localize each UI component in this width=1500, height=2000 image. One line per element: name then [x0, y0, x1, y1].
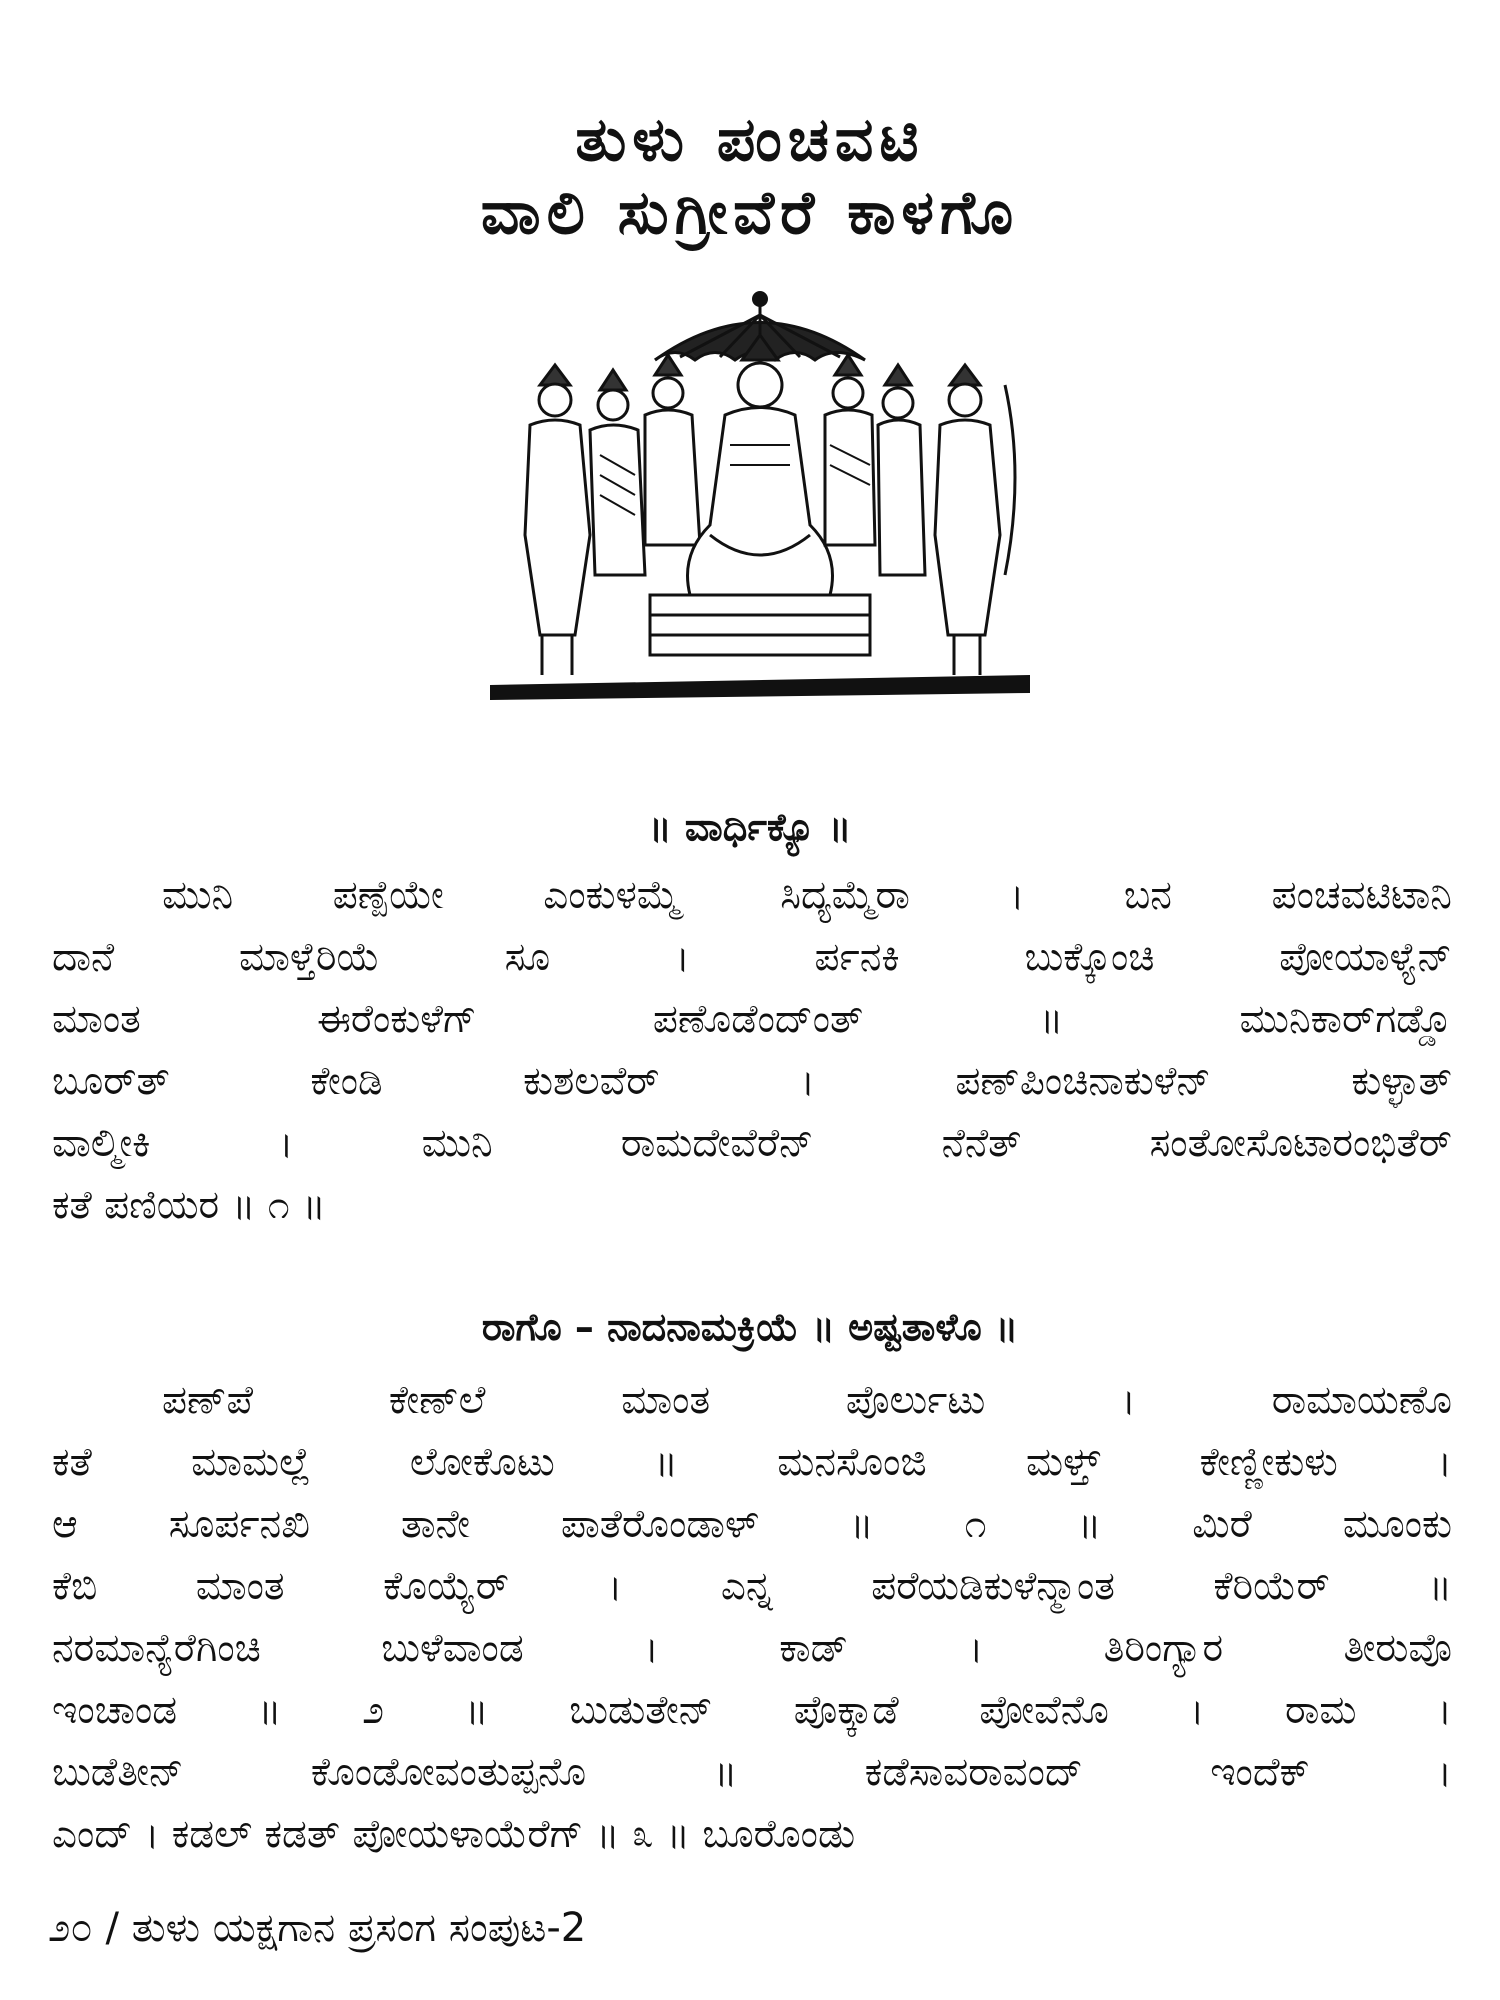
verse-line: ವಾಲ್ಮೀಕಿ । ಮುನಿ ರಾಮದೇವೆರೆನ್ ನೆನೆತ್ ಸಂತೋಸೊಟಾರಂಭಿತೆರ್ — [52, 1121, 1452, 1166]
page-footer: ೨೦ / ತುಳು ಯಕ್ಷಗಾನ ಪ್ರಸಂಗ ಸಂಪುಟ-2 — [48, 1905, 587, 1951]
verse-line: ಕತೆ ಮಾಮಲ್ಲೆ ಲೋಕೊಟು ॥ ಮನಸೊಂಜಿ ಮಳ್ತ್ ಕೇಣ್ಣೀಕುಳು । — [52, 1440, 1452, 1485]
verse-line: ದಾನೆ ಮಾಳ್ತೆರಿಯೆ ಸೂ । ರ್ಪನಕಿ ಬುಕ್ಕೊಂಚಿ ಪೋಯಾಳ್ಯೆನ್ — [52, 935, 1452, 980]
page-subtitle: ವಾಲಿ ಸುಗ್ರೀವೆರೆ ಕಾಳಗೊ — [480, 178, 1020, 248]
verse-line: ಬುಡೆತೀನ್ ಕೊಂಡೋವಂತುಪ್ಪನೊ ॥ ಕಡೆಸಾವರಾವಂದ್ ಇಂದೆಕ್ । — [52, 1750, 1452, 1795]
verse-line: ನರಮಾನ್ಯೆರೆಗಿಂಚಿ ಬುಳೆವಾಂಡ । ಕಾಡ್ । ತಿರಿಂಗ್ಯಾರ ತೀರುವೊ — [52, 1626, 1452, 1671]
section-heading-vardhikya: ॥ ವಾರ್ಧಿಕ್ಯೊ ॥ — [648, 805, 852, 849]
verse-paragraph-2 — [52, 1370, 1452, 1866]
deity-illustration — [480, 275, 1040, 715]
section-heading-raga: ರಾಗೊ – ನಾದನಾಮಕ್ರಿಯೆ ॥ ಅಷ್ಟತಾಳೊ ॥ — [481, 1305, 1019, 1349]
verse-line: ಎಂದ್ । ಕಡಲ್ ಕಡತ್ ಪೋಯಳಾಯೆರೆಗ್ ॥ ೩ ॥ ಬೂರೊಂಡು — [52, 1812, 856, 1857]
verse-line: ಆ ಸೂರ್ಪನಖಿ ತಾನೇ ಪಾತೆರೊಂಡಾಳ್ ॥ ೧ ॥ ಮಿರೆ ಮೂಂಕು — [52, 1502, 1452, 1547]
page-title: ತುಳು ಪಂಚವಟಿ — [575, 105, 925, 175]
verse-line: ಕತೆ ಪಣಿಯರ ॥ ೧ ॥ — [52, 1183, 326, 1228]
verse-line: ಕೆಬಿ ಮಾಂತ ಕೊಯ್ಯೆರ್ । ಎನ್ನ ಪರೆಯಡಿಕುಳೆನ್ಮಾಂತ ಕೆರಿಯೆರ್ ॥ — [52, 1564, 1452, 1609]
verse-line: ಮುನಿ ಪಣ್ಪೆಯೇ ಎಂಕುಳಮ್ಮೆ ಸಿದ್ಯಮ್ಮೆರಾ । ಬನ ಪಂಚವಟಿಟಾನಿ — [162, 873, 1452, 918]
verse-line: ಬೂರ್‌ತ್ ಕೇಂಡಿ ಕುಶಲವೆರ್ । ಪಣ್‌ಪಿಂಚಿನಾಕುಳೆನ್ ಕುಳ್ಳಾತ್ — [52, 1059, 1452, 1104]
verse-line: ಪಣ್‌ಪೆ ಕೇಣ್‌ಲೆ ಮಾಂತ ಪೊರ್ಲುಟು । ರಾಮಾಯಣೊ — [162, 1378, 1452, 1423]
verse-paragraph-1 — [52, 865, 1452, 1237]
verse-line: ಮಾಂತ ಈರೆಂಕುಳೆಗ್ ಪಣೊಡೆಂದ್ಂತ್ ॥ ಮುನಿಕಾರ್‌ಗಡ್ಡೊ — [52, 997, 1452, 1042]
verse-line: ಇಂಚಾಂಡ ॥ ೨ ॥ ಬುಡುತೇನ್ ಪೊಕ್ಕಾಡೆ ಪೋವೆನೊ । ರಾಮ । — [52, 1688, 1452, 1733]
